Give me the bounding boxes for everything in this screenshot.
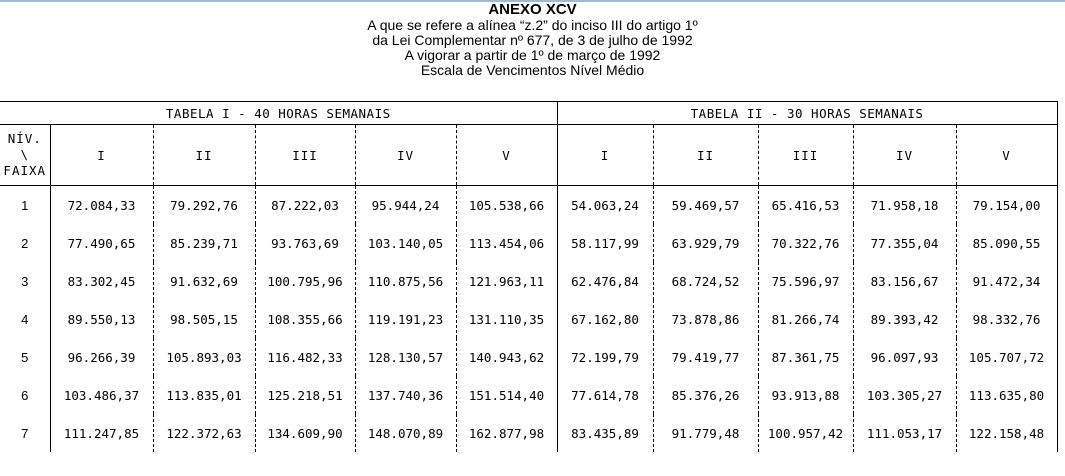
salary-value-cell: 79.292,76	[153, 186, 255, 225]
group-header-tabela-i: TABELA I - 40 HORAS SEMANAIS	[0, 102, 557, 125]
salary-value-cell: 111.247,85	[50, 414, 153, 452]
level-cell: 7	[0, 414, 50, 452]
salary-value-cell: 65.416,53	[758, 186, 853, 225]
column-header: IV	[853, 125, 956, 186]
salary-value-cell: 103.486,37	[50, 376, 153, 414]
level-cell: 1	[0, 186, 50, 225]
column-header: V	[456, 125, 557, 186]
salary-value-cell: 96.266,39	[50, 338, 153, 376]
level-cell: 5	[0, 338, 50, 376]
header-line-effective-date: A vigorar a partir de 1º de março de 1992	[404, 47, 661, 63]
table-row	[0, 186, 1057, 225]
level-column-header	[0, 125, 50, 186]
salary-value-cell: 77.355,04	[853, 224, 956, 262]
salary-value-cell: 148.070,89	[355, 414, 456, 452]
salary-value-cell: 95.944,24	[355, 186, 456, 225]
salary-value-cell: 134.609,90	[255, 414, 355, 452]
salary-value-cell: 77.614,78	[557, 376, 653, 414]
salary-value-cell: 70.322,76	[758, 224, 853, 262]
salary-value-cell: 122.158,48	[956, 414, 1057, 452]
salary-value-cell: 91.472,34	[956, 262, 1057, 300]
salary-value-cell: 93.763,69	[255, 224, 355, 262]
salary-value-cell: 100.795,96	[255, 262, 355, 300]
salary-value-cell: 85.376,26	[653, 376, 758, 414]
salary-value-cell: 83.435,89	[557, 414, 653, 452]
salary-value-cell: 105.538,66	[456, 186, 557, 225]
salary-value-cell: 62.476,84	[557, 262, 653, 300]
level-cell: 2	[0, 224, 50, 262]
salary-value-cell: 81.266,74	[758, 300, 853, 338]
salary-value-cell: 137.740,36	[355, 376, 456, 414]
salary-value-cell: 87.222,03	[255, 186, 355, 225]
table-row	[0, 300, 1057, 338]
salary-value-cell: 113.454,06	[456, 224, 557, 262]
level-header-faixa: FAIXA	[3, 163, 47, 178]
salary-value-cell: 85.090,55	[956, 224, 1057, 262]
salary-value-cell: 91.632,69	[153, 262, 255, 300]
salary-value-cell: 73.878,86	[653, 300, 758, 338]
column-header: III	[255, 125, 355, 186]
group-header-tabela-ii: TABELA II - 30 HORAS SEMANAIS	[557, 102, 1057, 125]
salary-value-cell: 105.893,03	[153, 338, 255, 376]
table-row	[0, 262, 1057, 300]
document-header	[0, 2, 1065, 78]
salary-value-cell: 110.875,56	[355, 262, 456, 300]
salary-value-cell: 58.117,99	[557, 224, 653, 262]
salary-value-cell: 103.140,05	[355, 224, 456, 262]
level-cell: 3	[0, 262, 50, 300]
table-row	[0, 224, 1057, 262]
salary-value-cell: 131.110,35	[456, 300, 557, 338]
salary-value-cell: 59.469,57	[653, 186, 758, 225]
table-body	[0, 186, 1057, 453]
level-header-slash: \	[20, 147, 30, 162]
salary-value-cell: 77.490,65	[50, 224, 153, 262]
level-header-niv: NÍV.	[7, 131, 42, 146]
salary-value-cell: 105.707,72	[956, 338, 1057, 376]
salary-scale-table	[0, 101, 1058, 452]
salary-value-cell: 121.963,11	[456, 262, 557, 300]
salary-value-cell: 103.305,27	[853, 376, 956, 414]
salary-value-cell: 113.635,80	[956, 376, 1057, 414]
salary-value-cell: 108.355,66	[255, 300, 355, 338]
salary-value-cell: 122.372,63	[153, 414, 255, 452]
salary-value-cell: 113.835,01	[153, 376, 255, 414]
salary-value-cell: 83.156,67	[853, 262, 956, 300]
salary-value-cell: 98.332,76	[956, 300, 1057, 338]
column-header: II	[653, 125, 758, 186]
salary-value-cell: 151.514,40	[456, 376, 557, 414]
salary-value-cell: 128.130,57	[355, 338, 456, 376]
column-header: V	[956, 125, 1057, 186]
salary-value-cell: 140.943,62	[456, 338, 557, 376]
salary-value-cell: 68.724,52	[653, 262, 758, 300]
salary-value-cell: 89.550,13	[50, 300, 153, 338]
salary-value-cell: 79.154,00	[956, 186, 1057, 225]
salary-value-cell: 100.957,42	[758, 414, 853, 452]
header-line-law: da Lei Complementar nº 677, de 3 de julho de 1992	[372, 32, 693, 48]
salary-value-cell: 87.361,75	[758, 338, 853, 376]
salary-value-cell: 83.302,45	[50, 262, 153, 300]
column-header: II	[153, 125, 255, 186]
header-line-reference: A que se refere a alínea “z.2” do inciso III do artigo 1º	[367, 17, 698, 33]
salary-value-cell: 93.913,88	[758, 376, 853, 414]
salary-value-cell: 91.779,48	[653, 414, 758, 452]
salary-value-cell: 116.482,33	[255, 338, 355, 376]
table-row	[0, 414, 1057, 452]
salary-value-cell: 79.419,77	[653, 338, 758, 376]
salary-value-cell: 75.596,97	[758, 262, 853, 300]
table-row	[0, 338, 1057, 376]
level-cell: 4	[0, 300, 50, 338]
salary-value-cell: 71.958,18	[853, 186, 956, 225]
column-header: I	[50, 125, 153, 186]
salary-value-cell: 72.199,79	[557, 338, 653, 376]
table-row	[0, 376, 1057, 414]
salary-value-cell: 111.053,17	[853, 414, 956, 452]
level-cell: 6	[0, 376, 50, 414]
salary-value-cell: 89.393,42	[853, 300, 956, 338]
salary-value-cell: 72.084,33	[50, 186, 153, 225]
salary-value-cell: 85.239,71	[153, 224, 255, 262]
column-header: IV	[355, 125, 456, 186]
salary-value-cell: 119.191,23	[355, 300, 456, 338]
group-header-row	[0, 102, 1057, 125]
salary-value-cell: 63.929,79	[653, 224, 758, 262]
column-header-row	[0, 125, 1057, 186]
salary-value-cell: 96.097,93	[853, 338, 956, 376]
salary-value-cell: 67.162,80	[557, 300, 653, 338]
header-line-scale: Escala de Vencimentos Nível Médio	[420, 62, 645, 78]
column-header: I	[557, 125, 653, 186]
salary-value-cell: 54.063,24	[557, 186, 653, 225]
salary-value-cell: 162.877,98	[456, 414, 557, 452]
salary-value-cell: 125.218,51	[255, 376, 355, 414]
column-header: III	[758, 125, 853, 186]
annex-title: ANEXO XCV	[488, 1, 577, 18]
salary-value-cell: 98.505,15	[153, 300, 255, 338]
